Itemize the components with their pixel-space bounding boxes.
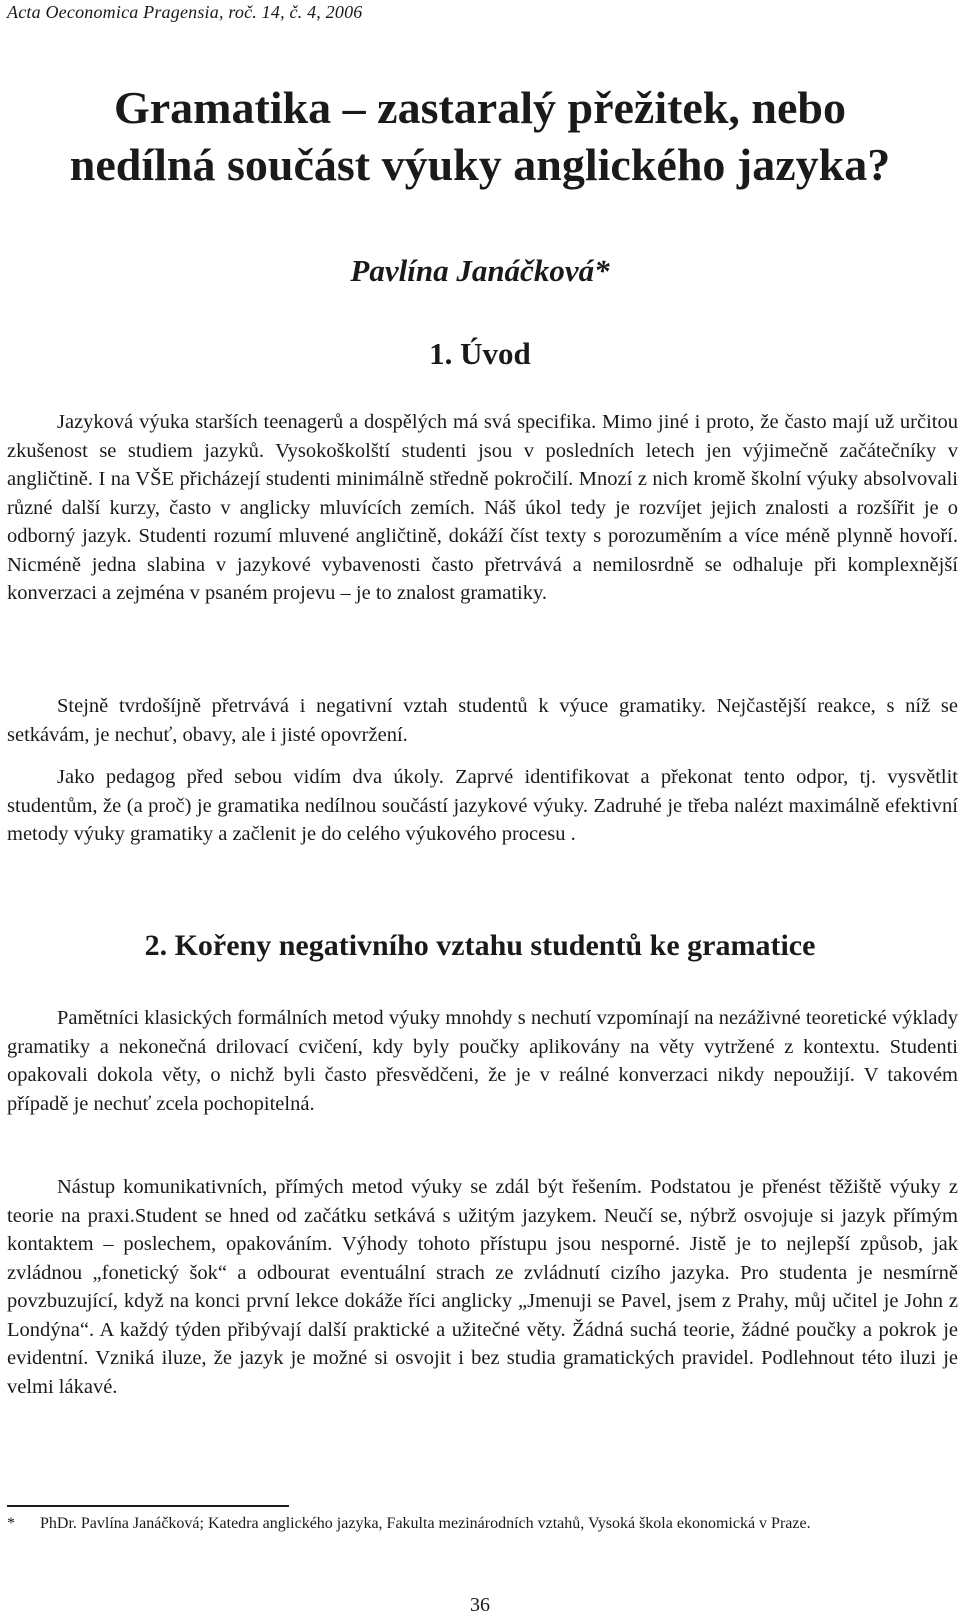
footnote-divider <box>7 1505 289 1507</box>
running-head: Acta Oeconomica Pragensia, roč. 14, č. 4, 2006 <box>7 2 363 22</box>
title-line-2: nedílná součást výuky anglického jazyka? <box>69 139 891 190</box>
author-name: Pavlína Janáčková* <box>350 253 610 288</box>
footnote-marker: * <box>7 1515 15 1532</box>
paragraph: Jazyková výuka starších teenagerů a dospělých má svá specifika. Mimo jiné i proto, že často mají už určitou zkušenost se studiem jazyků. Vysokoškolští studenti jsou v posledních letech jen výjimečně začátečníky v angličtině. I na VŠE přicházejí studenti minimálně středně pokročilí. Mnozí z nich kromě školní výuky absolvovali různé další kurzy, často v anglicky mluvících zemích. Náš úkol tedy je rozvíjet jejich znalosti a rozšířit je o odborný jazyk. Studenti rozumí mluvené angličtině, dokáží číst texty s porozuměním a více méně plynně hovoří. Nicméně jedna slabina v jazykové vybavenosti často přetrvává a nemilosrdně se odhaluje při komplexnější konverzaci a zejména v psaném projevu – je to znalost gramatiky. <box>7 411 958 604</box>
article-title <box>0 79 960 193</box>
paragraph: Jako pedagog před sebou vidím dva úkoly. Zaprvé identifikovat a překonat tento odpor, tj. vysvětlit studentům, že (a proč) je gramatika nedílnou součástí jazykové výuky. Zadruhé je třeba nalézt maximálně efektivní metody výuky gramatiky a začlenit je do celého výukového procesu . <box>7 766 958 845</box>
section-heading-introduction: 1. Úvod <box>429 336 531 371</box>
paragraph: Pamětníci klasických formálních metod výuky mnohdy s nechutí vzpomínají na nezáživné teoretické výklady gramatiky a nekonečná drilovací cvičení, kdy byly poučky aplikovány na věty vytržené z kontextu. Studenti opakovali dokola věty, o nichž byli často přesvědčeni, že je v reálné konverzaci nikdy nepoužijí. V takovém případě je nechuť zcela pochopitelná. <box>7 1007 958 1115</box>
section-heading-roots: 2. Kořeny negativního vztahu studentů ke gramatice <box>144 929 816 962</box>
paragraph: Nástup komunikativních, přímých metod výuky se zdál být řešením. Podstatou je přenést těžiště výuky z teorie na praxi.Student se hned od začátku setkává s užitým jazykem. Neučí se, nýbrž osvojuje si jazyk přímým kontaktem – poslechem, opakováním. Výhody tohoto přístupu jsou nesporné. Jistě je to nejlepší způsob, jak zvládnou „fonetický šok“ a odbourat eventuální strach ze zvládnutí cizího jazyka. Pro studenta je nesmírně povzbuzující, když na konci první lekce dokáže říci anglicky „Jmenuji se Pavel, jsem z Prahy, můj učitel je John z Londýna“. A každý týden přibývají další praktické a užitečné věty. Žádná suchá teorie, žádné poučky a pokrok je evidentní. Vzniká iluze, že jazyk je možné si osvojit i bez studia gramatických pravidel. Podlehnout této iluzi je velmi lákavé. <box>7 1176 958 1398</box>
footnote <box>7 1512 958 1535</box>
footnote-text: PhDr. Pavlína Janáčková; Katedra anglického jazyka, Fakulta mezinárodních vztahů, Vysoká škola ekonomická v Praze. <box>40 1515 811 1532</box>
page-number: 36 <box>470 1594 490 1616</box>
paragraph: Stejně tvrdošíjně přetrvává i negativní vztah studentů k výuce gramatiky. Nejčastější reakce, s níž se setkávám, je nechuť, obavy, ale i jisté opovržení. <box>7 695 958 746</box>
title-line-1: Gramatika – zastaralý přežitek, nebo <box>113 82 847 133</box>
